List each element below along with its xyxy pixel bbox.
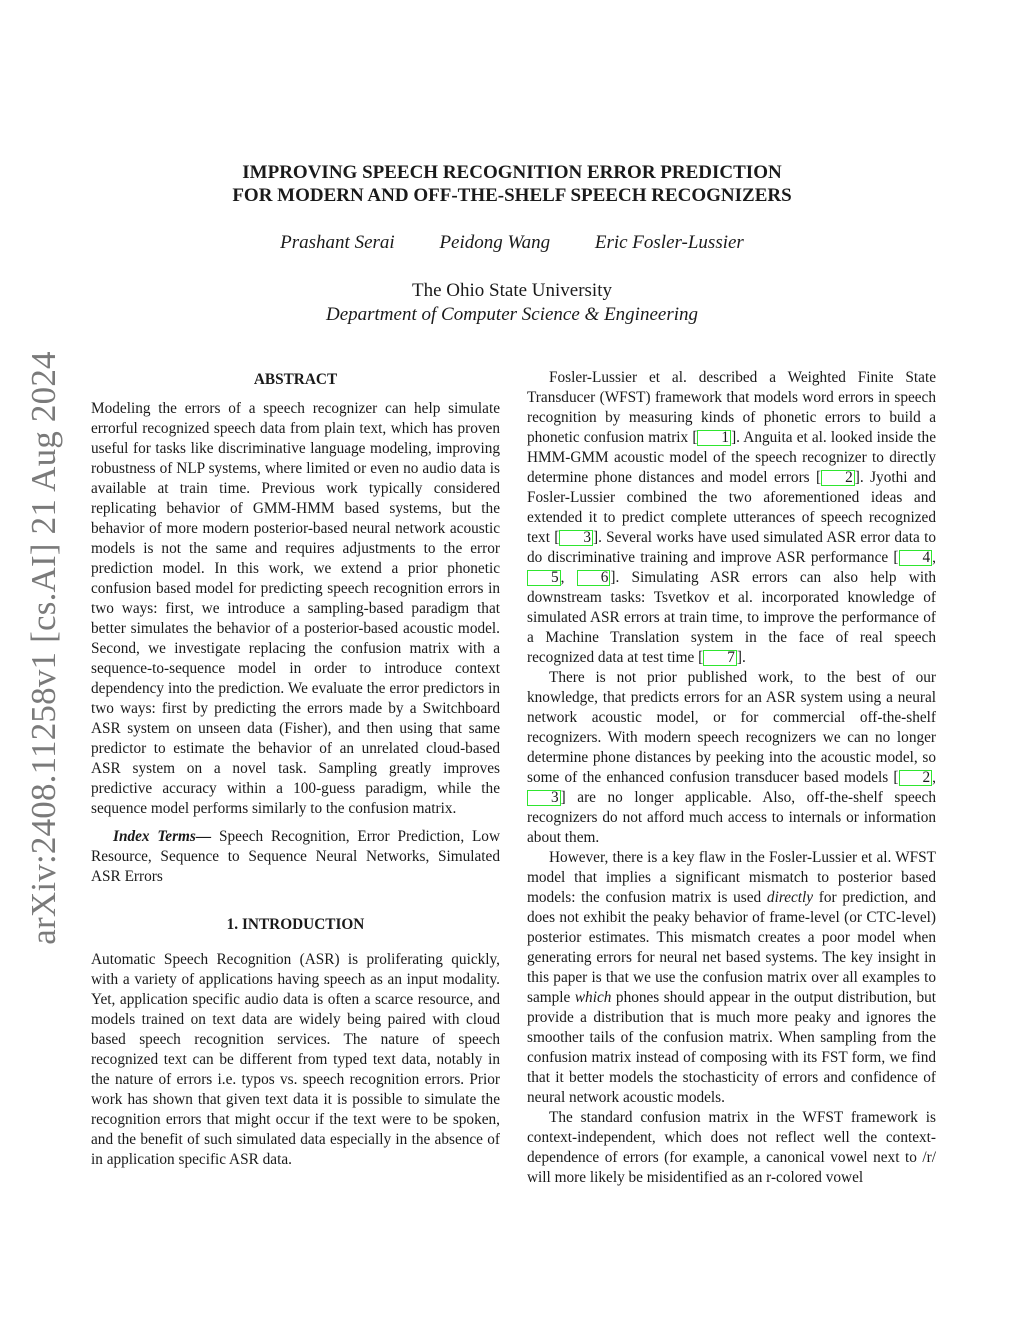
citation-link-5[interactable]: 5	[527, 570, 561, 586]
left-column	[91, 368, 500, 1170]
text-span: ] are no longer applicable. Also, off-the-shelf speech recognizers do not afford much access to internals or information about them.	[527, 789, 936, 846]
text-span: ]. Jyothi and Fosler-Lussier combined the two aforementioned ideas and extended it to predict complete utterances of speech recognized text [	[527, 469, 936, 546]
text-span: ]. Anguita et al. looked inside the HMM-GMM acoustic model of the speech recognizer to directly determine phone distances and model errors [	[527, 429, 936, 486]
arxiv-identifier: arXiv:2408.11258v1 [cs.AI] 21 Aug 2024	[24, 351, 63, 945]
author-list	[0, 232, 1024, 254]
citation-link-7[interactable]: 7	[703, 650, 737, 666]
author-1: Prashant Serai	[280, 232, 395, 253]
emphasis-directly: directly	[766, 889, 814, 906]
citation-link-2[interactable]: 2	[821, 470, 855, 486]
text-span: Fosler-Lussier et al. described a Weighted Finite State Transducer (WFST) framework that models word errors in speech recognition by measuring kinds of phonetic errors to build a phonetic confusion matrix [	[527, 369, 936, 446]
paper-title	[0, 161, 1024, 207]
index-terms-text: Speech Recognition, Error Prediction, Low Resource, Sequence to Sequence Neural Networks, Simulated ASR Errors	[91, 828, 501, 885]
text-span: There is not prior published work, to the best of our knowledge, that predicts errors for an ASR system using a neural network acoustic model, or for commercial off-the-shelf recognizers. With modern speech recognizers we can no longer determine phone distances by peeking into the acoustic model, so some of the enhanced confusion transducer based models [	[527, 669, 936, 786]
citation-link-1[interactable]: 1	[697, 430, 731, 446]
right-paragraph-1	[527, 368, 936, 668]
citation-link-3[interactable]: 3	[559, 530, 593, 546]
right-paragraph-3	[527, 848, 936, 1108]
text-span: ]. Simulating ASR errors can also help with downstream tasks: Tsvetkov et al. incorporated knowledge of simulated ASR errors at train time, to improve the performance of a Machine Translation system in the face of real speech recognized data at test time [	[527, 569, 936, 666]
right-paragraph-2	[527, 668, 936, 848]
text-span: phones should appear in the output distribution, but provide a distribution that is much more peaky and ignores the smoother tails of the confusion matrix. When sampling from the confusion matrix instead of composing with its FST form, we find that it better models the stochasticity of errors and confidence of neural network acoustic models.	[527, 989, 937, 1106]
author-2: Peidong Wang	[439, 232, 551, 253]
text-span: ,	[932, 769, 936, 786]
index-terms-label: Index Terms—	[113, 828, 212, 845]
index-terms	[91, 827, 500, 887]
introduction-heading: 1. INTRODUCTION	[226, 916, 365, 933]
department: Department of Computer Science & Engineering	[325, 304, 698, 325]
abstract-heading: ABSTRACT	[253, 371, 338, 388]
institution: The Ohio State University	[412, 280, 612, 301]
text-span: ]. Several works have used simulated ASR error data to do discriminative training and improve ASR performance [	[527, 529, 937, 566]
citation-link-2b[interactable]: 2	[899, 770, 933, 786]
emphasis-which: which	[574, 989, 612, 1006]
title-line-2: FOR MODERN AND OFF-THE-SHELF SPEECH RECOGNIZERS	[232, 185, 792, 206]
citation-link-4[interactable]: 4	[899, 550, 933, 566]
right-column	[527, 368, 936, 1188]
text-span: for prediction, and does not exhibit the peaky behavior of frame-level (or CTC-level) posterior estimates. This mismatch creates a poor model when generating errors for neural net based systems. The key insight in this paper is that we use the confusion matrix over all examples to sample	[527, 889, 936, 1006]
text-span: ,	[560, 569, 577, 586]
right-paragraph-4: The standard confusion matrix in the WFST framework is context-independent, which does not reflect well the context-dependence of errors (for example, a canonical vowel next to /r/ will more likely be misidentified as an r-colored vowel	[527, 1109, 936, 1186]
text-span: ].	[736, 649, 746, 666]
author-3: Eric Fosler-Lussier	[594, 232, 744, 253]
text-span: However, there is a key flaw in the Fosler-Lussier et al. WFST model that implies a significant mismatch to posterior based models: the confusion matrix is used	[527, 849, 936, 906]
affiliation	[0, 279, 1024, 327]
citation-link-3b[interactable]: 3	[527, 790, 561, 806]
introduction-paragraph-1: Automatic Speech Recognition (ASR) is proliferating quickly, with a variety of applications having speech as an input modality. Yet, application specific audio data is often a scarce resource, and models trained on text data are widely being paired with cloud based speech recognition services. The nature of speech recognized text can be different from typed text data, notably in the nature of errors i.e. typos vs. speech recognition errors. Prior work has shown that given text data it is possible to simulate the recognition errors that might occur if the text were to be spoken, and the benefit of such simulated data especially in the absence of in application specific ASR data.	[91, 951, 500, 1168]
text-span: ,	[932, 549, 936, 566]
title-line-1: IMPROVING SPEECH RECOGNITION ERROR PREDICTION	[242, 162, 782, 183]
abstract-text: Modeling the errors of a speech recognizer can help simulate errorful recognized speech data from plain text, which has proven useful for tasks like discriminative language modeling, improving robustness of NLP systems, where limited or even no audio data is available at train time. Previous work typically considered replicating behavior of GMM-HMM based systems, but the behavior of more modern posterior-based neural network acoustic models is not the same and requires adjustments to the error prediction model. In this work, we extend a prior phonetic confusion based model for predicting speech recognition errors in two ways: first, we introduce a sampling-based paradigm that better simulates the behavior of a posterior-based acoustic model. Second, we investigate replacing the confusion matrix with a sequence-to-sequence model in order to introduce context dependency into the prediction. We evaluate the error predictors in two ways: first by predicting the errors made by a Switchboard ASR system on unseen data (Fisher), and then using that same predictor to estimate the behavior of an unrelated cloud-based ASR system on a novel task. Sampling greatly improves predictive accuracy within a 100-guess paradigm, while the sequence model performs similarly to the confusion matrix.	[91, 400, 500, 817]
citation-link-6[interactable]: 6	[577, 570, 611, 586]
